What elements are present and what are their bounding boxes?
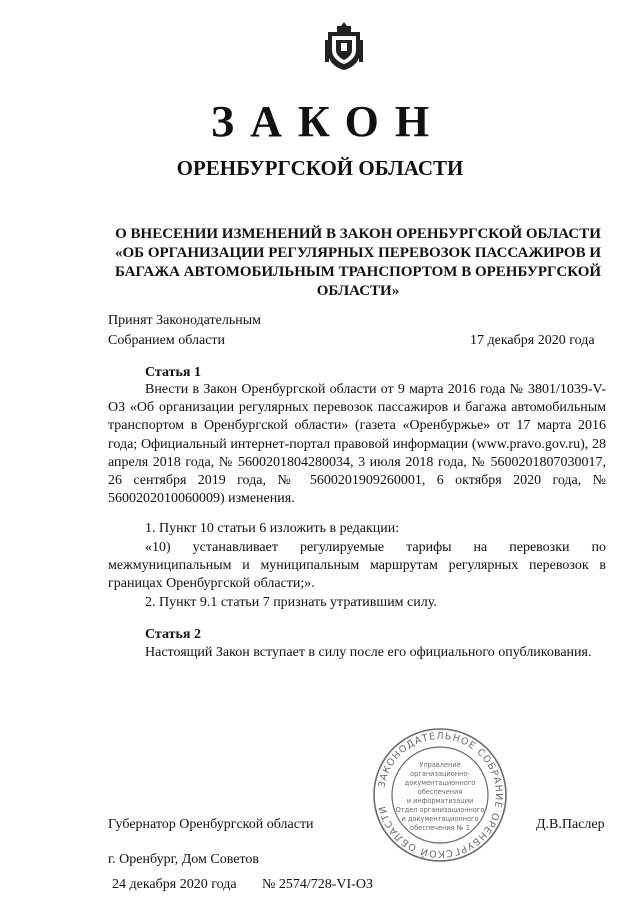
official-seal <box>372 727 508 863</box>
article-1-paragraph-1: Внести в Закон Оренбургской области от 9 марта 2016 года № 3801/1039-V-ОЗ «Об организации регулярных перевозок пассажиров и багажа автомобильным транспортом в Оренбургской области» (газета «Оренбуржье» от 17 марта 2016 года; Официальный интернет-портал правовой информации (www.pravo.gov.ru), 28 апреля 2018 года, № 5600201804280034, 3 июля 2018 года, № 5600201807030017, 26 сентября 2019 года, № 5600201909260001, 6 октября 2020 года, № 5600202010060009) изменения. <box>108 382 606 507</box>
seal-inner-line: обеспечения <box>417 788 463 796</box>
adoption-line-1: Принят Законодательным <box>108 313 261 328</box>
amendment-title: О ВНЕСЕНИИ ИЗМЕНЕНИЙ В ЗАКОН ОРЕНБУРГСКОЙ ОБЛАСТИ «ОБ ОРГАНИЗАЦИИ РЕГУЛЯРНЫХ ПЕРЕВОЗОК ПАССАЖИРОВ И БАГАЖА АВТОМОБИЛЬНЫМ ТРАНСПОРТОМ В ОРЕНБУРГСКОЙ ОБЛАСТИ» <box>114 226 602 299</box>
adoption-info <box>108 311 261 351</box>
governor-title: Губернатор Оренбургской области <box>108 817 314 832</box>
seal-inner-line: Отдел организационного <box>395 806 485 814</box>
document-subtitle: ОРЕНБУРГСКОЙ ОБЛАСТИ <box>176 156 464 180</box>
svg-text:ЗАКОНОДАТЕЛЬНОЕ СОБРАНИЕ ОРЕНБ: ЗАКОНОДАТЕЛЬНОЕ СОБРАНИЕ ОРЕНБУРГСКОЙ ОБЛАСТИ <box>376 730 505 860</box>
adoption-date: 17 декабря 2020 года <box>470 333 595 348</box>
seal-inner-line: Управление <box>419 761 461 769</box>
article-1-paragraph-3: «10) устанавливает регулируемые тарифы на перевозки по межмуниципальным и муниципальным маршрутам регулярных перевозок в границах Оренбургской области;». <box>108 540 606 592</box>
article-2-heading: Статья 2 <box>145 627 201 642</box>
seal-inner-line: организационно- <box>410 770 470 778</box>
article-1-paragraph-2: 1. Пункт 10 статьи 6 изложить в редакции: <box>145 521 400 536</box>
seal-inner-line: и информатизации <box>406 797 474 805</box>
seal-inner-line: и документационного <box>401 815 479 823</box>
article-1-paragraph-4: 2. Пункт 9.1 статьи 7 признать утратившим силу. <box>145 595 437 610</box>
seal-inner-line: обеспечения № 1 <box>410 824 470 832</box>
adoption-line-2: Собранием области <box>108 333 226 348</box>
article-1-heading: Статья 1 <box>145 365 201 380</box>
seal-inner-line: документационного <box>404 779 476 787</box>
signing-date: 24 декабря 2020 года <box>112 877 237 892</box>
law-number: № 2574/728-VI-ОЗ <box>262 877 373 892</box>
signing-place: г. Оренбург, Дом Советов <box>108 852 259 867</box>
article-2-paragraph-1: Настоящий Закон вступает в силу после его официального опубликования. <box>145 645 592 660</box>
document-title: ЗАКОН <box>210 97 446 146</box>
governor-name: Д.В.Паслер <box>536 817 605 832</box>
coat-of-arms-icon <box>324 20 364 72</box>
